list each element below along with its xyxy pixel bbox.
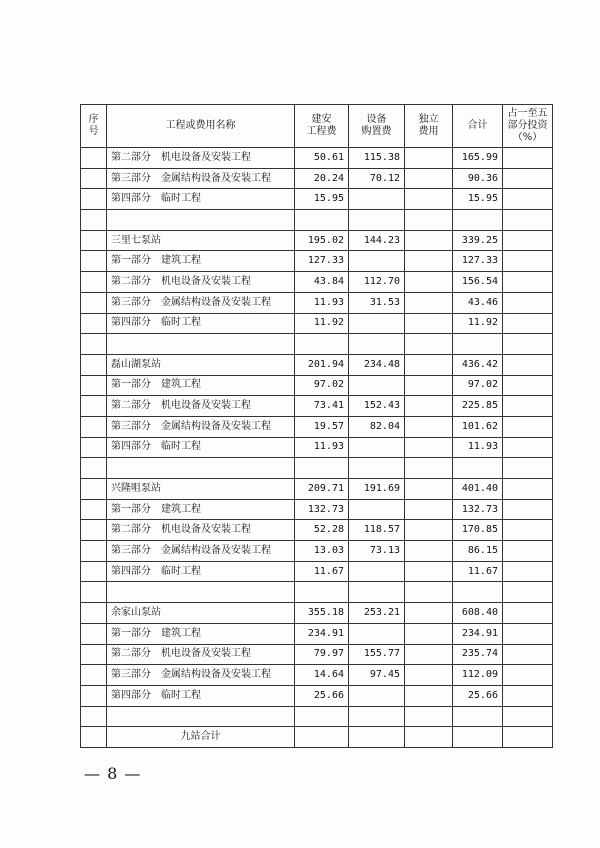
cell-equipment-cost xyxy=(349,189,405,210)
cell-seq xyxy=(81,685,107,706)
cell-independent-cost xyxy=(405,168,453,189)
summary-row xyxy=(81,727,553,748)
cell-item-name: 第一部分 建筑工程 xyxy=(107,251,295,272)
cell-seq xyxy=(81,210,107,231)
cell-seq xyxy=(81,251,107,272)
table-row xyxy=(81,230,553,251)
cell-build-cost: 19.57 xyxy=(295,416,349,437)
table-row xyxy=(81,313,553,334)
cell-equipment-cost: 97.45 xyxy=(349,665,405,686)
cell-build-cost: 195.02 xyxy=(295,230,349,251)
cell-equipment-cost xyxy=(349,334,405,355)
cell-seq xyxy=(81,334,107,355)
cell-share-percent xyxy=(503,272,553,293)
cell-independent-cost xyxy=(405,148,453,169)
cell-equipment-cost: 115.38 xyxy=(349,148,405,169)
cell-total xyxy=(453,582,503,603)
cell-seq xyxy=(81,561,107,582)
cell-item-name: 第三部分 金属结构设备及安装工程 xyxy=(107,665,295,686)
cell-equipment-cost xyxy=(349,561,405,582)
cell-item-name xyxy=(107,334,295,355)
table-row xyxy=(81,520,553,541)
cell-share-percent xyxy=(503,313,553,334)
cell-equipment-cost: 144.23 xyxy=(349,230,405,251)
table-body xyxy=(81,148,553,727)
cell-build-cost: 52.28 xyxy=(295,520,349,541)
cell-build-cost: 11.67 xyxy=(295,561,349,582)
cell-seq xyxy=(81,230,107,251)
cell-item-name: 三里七泵站 xyxy=(107,230,295,251)
cell-seq xyxy=(81,272,107,293)
cell-equipment-cost: 253.21 xyxy=(349,603,405,624)
cell-share-percent xyxy=(503,685,553,706)
cell-share-percent xyxy=(503,375,553,396)
header-share-line: （%） xyxy=(512,132,543,143)
summary-label: 九站合计 xyxy=(107,727,295,748)
table-row xyxy=(81,375,553,396)
cell-build-cost: 14.64 xyxy=(295,665,349,686)
cell-build-cost: 20.24 xyxy=(295,168,349,189)
cell-item-name: 第二部分 机电设备及安装工程 xyxy=(107,644,295,665)
cell-equipment-cost: 82.04 xyxy=(349,416,405,437)
cell-equipment-cost: 70.12 xyxy=(349,168,405,189)
cell-build-cost: 97.02 xyxy=(295,375,349,396)
cell-independent-cost xyxy=(405,230,453,251)
table-row xyxy=(81,251,553,272)
cell-independent-cost xyxy=(405,706,453,727)
cell-independent-cost xyxy=(405,354,453,375)
cell-item-name: 兴隆咀泵站 xyxy=(107,479,295,500)
cell-seq xyxy=(81,148,107,169)
cell-seq xyxy=(81,375,107,396)
cell-seq xyxy=(81,665,107,686)
cell-item-name xyxy=(107,706,295,727)
cell-total: 101.62 xyxy=(453,416,503,437)
header-total: 合计 xyxy=(453,105,503,148)
cell-independent-cost xyxy=(405,458,453,479)
cell-build-cost: 13.03 xyxy=(295,541,349,562)
cell-independent-cost xyxy=(405,582,453,603)
cell-independent-cost xyxy=(405,520,453,541)
cell-build-cost: 355.18 xyxy=(295,603,349,624)
cell-item-name: 第四部分 临时工程 xyxy=(107,437,295,458)
cell-item-name: 第一部分 建筑工程 xyxy=(107,375,295,396)
cell-build-cost: 132.73 xyxy=(295,499,349,520)
summary-share xyxy=(503,727,553,748)
cell-equipment-cost xyxy=(349,210,405,231)
cell-total: 235.74 xyxy=(453,644,503,665)
table-row xyxy=(81,603,553,624)
summary-build xyxy=(295,727,349,748)
header-indep xyxy=(405,105,453,148)
header-name: 工程或费用名称 xyxy=(107,105,295,148)
header-equip-line: 购置费 xyxy=(361,126,392,137)
header-seq xyxy=(81,105,107,148)
cell-seq xyxy=(81,313,107,334)
table-row xyxy=(81,582,553,603)
cell-share-percent xyxy=(503,334,553,355)
cell-independent-cost xyxy=(405,334,453,355)
table-row xyxy=(81,437,553,458)
cell-build-cost: 209.71 xyxy=(295,479,349,500)
cell-build-cost: 50.61 xyxy=(295,148,349,169)
header-build-line: 建安 xyxy=(311,114,332,125)
cell-build-cost: 25.66 xyxy=(295,685,349,706)
cell-seq xyxy=(81,292,107,313)
cell-build-cost xyxy=(295,582,349,603)
cell-build-cost: 79.97 xyxy=(295,644,349,665)
cell-item-name: 第四部分 临时工程 xyxy=(107,685,295,706)
cell-build-cost xyxy=(295,334,349,355)
cell-equipment-cost: 234.48 xyxy=(349,354,405,375)
cell-share-percent xyxy=(503,292,553,313)
table-row xyxy=(81,665,553,686)
cell-independent-cost xyxy=(405,561,453,582)
cell-item-name: 第三部分 金属结构设备及安装工程 xyxy=(107,541,295,562)
cell-total: 90.36 xyxy=(453,168,503,189)
cell-total: 11.92 xyxy=(453,313,503,334)
cell-share-percent xyxy=(503,416,553,437)
cell-share-percent xyxy=(503,396,553,417)
header-share-line: 部分投资 xyxy=(507,120,548,131)
table-row xyxy=(81,334,553,355)
cell-share-percent xyxy=(503,168,553,189)
cell-item-name: 第三部分 金属结构设备及安装工程 xyxy=(107,168,295,189)
cell-total: 156.54 xyxy=(453,272,503,293)
cell-independent-cost xyxy=(405,499,453,520)
cell-share-percent xyxy=(503,479,553,500)
cell-item-name: 余家山泵站 xyxy=(107,603,295,624)
table-row xyxy=(81,458,553,479)
cell-equipment-cost xyxy=(349,251,405,272)
cell-share-percent xyxy=(503,437,553,458)
cell-seq xyxy=(81,499,107,520)
cell-build-cost xyxy=(295,210,349,231)
cell-share-percent xyxy=(503,561,553,582)
cell-total xyxy=(453,334,503,355)
table-row xyxy=(81,189,553,210)
table-row xyxy=(81,499,553,520)
cell-equipment-cost xyxy=(349,313,405,334)
cell-seq xyxy=(81,520,107,541)
cell-seq xyxy=(81,189,107,210)
cell-item-name: 第三部分 金属结构设备及安装工程 xyxy=(107,416,295,437)
header-indep-line: 费用 xyxy=(418,126,439,137)
cell-independent-cost xyxy=(405,541,453,562)
cell-independent-cost xyxy=(405,396,453,417)
cell-item-name: 第四部分 临时工程 xyxy=(107,313,295,334)
table-row xyxy=(81,561,553,582)
cell-equipment-cost xyxy=(349,375,405,396)
cell-equipment-cost: 112.70 xyxy=(349,272,405,293)
cell-total: 401.40 xyxy=(453,479,503,500)
cell-independent-cost xyxy=(405,479,453,500)
cell-share-percent xyxy=(503,665,553,686)
cell-seq xyxy=(81,623,107,644)
cell-independent-cost xyxy=(405,189,453,210)
cell-item-name xyxy=(107,458,295,479)
cell-share-percent xyxy=(503,251,553,272)
cell-item-name: 第一部分 建筑工程 xyxy=(107,499,295,520)
cell-share-percent xyxy=(503,230,553,251)
table-row xyxy=(81,210,553,231)
cell-total: 112.09 xyxy=(453,665,503,686)
cell-equipment-cost: 152.43 xyxy=(349,396,405,417)
cell-item-name: 第二部分 机电设备及安装工程 xyxy=(107,148,295,169)
table-row xyxy=(81,685,553,706)
cell-independent-cost xyxy=(405,623,453,644)
cell-total: 339.25 xyxy=(453,230,503,251)
cell-equipment-cost: 31.53 xyxy=(349,292,405,313)
cell-total xyxy=(453,706,503,727)
cell-item-name: 第四部分 临时工程 xyxy=(107,189,295,210)
cell-equipment-cost xyxy=(349,437,405,458)
cell-equipment-cost xyxy=(349,623,405,644)
header-share xyxy=(503,105,553,148)
cell-equipment-cost xyxy=(349,685,405,706)
cell-item-name: 第一部分 建筑工程 xyxy=(107,623,295,644)
cell-item-name: 第二部分 机电设备及安装工程 xyxy=(107,396,295,417)
table-row xyxy=(81,292,553,313)
cell-item-name: 第三部分 金属结构设备及安装工程 xyxy=(107,292,295,313)
cell-independent-cost xyxy=(405,603,453,624)
cell-total: 165.99 xyxy=(453,148,503,169)
table-row xyxy=(81,479,553,500)
header-equip-line: 设备 xyxy=(366,114,387,125)
table-row xyxy=(81,272,553,293)
header-share-line: 占一至五 xyxy=(507,108,548,119)
cell-equipment-cost: 155.77 xyxy=(349,644,405,665)
cell-build-cost xyxy=(295,706,349,727)
cell-share-percent xyxy=(503,354,553,375)
table-row xyxy=(81,396,553,417)
cell-build-cost: 73.41 xyxy=(295,396,349,417)
cell-build-cost: 43.84 xyxy=(295,272,349,293)
cell-independent-cost xyxy=(405,210,453,231)
table-row xyxy=(81,644,553,665)
cell-independent-cost xyxy=(405,251,453,272)
cell-build-cost: 201.94 xyxy=(295,354,349,375)
cell-independent-cost xyxy=(405,416,453,437)
cell-total: 86.15 xyxy=(453,541,503,562)
summary-total xyxy=(453,727,503,748)
summary-indep xyxy=(405,727,453,748)
summary-equip xyxy=(349,727,405,748)
cell-build-cost: 11.92 xyxy=(295,313,349,334)
cell-share-percent xyxy=(503,541,553,562)
cell-independent-cost xyxy=(405,644,453,665)
table-row xyxy=(81,168,553,189)
cell-share-percent xyxy=(503,582,553,603)
cell-total xyxy=(453,210,503,231)
cell-total xyxy=(453,458,503,479)
cell-seq xyxy=(81,354,107,375)
cell-seq xyxy=(81,458,107,479)
cell-seq xyxy=(81,396,107,417)
cell-independent-cost xyxy=(405,375,453,396)
cell-total: 132.73 xyxy=(453,499,503,520)
table-row xyxy=(81,706,553,727)
table-row xyxy=(81,541,553,562)
cell-item-name: 第二部分 机电设备及安装工程 xyxy=(107,520,295,541)
cell-independent-cost xyxy=(405,313,453,334)
summary-seq xyxy=(81,727,107,748)
cell-total: 15.95 xyxy=(453,189,503,210)
cell-build-cost: 11.93 xyxy=(295,292,349,313)
cell-total: 234.91 xyxy=(453,623,503,644)
cell-independent-cost xyxy=(405,437,453,458)
cell-share-percent xyxy=(503,706,553,727)
cell-item-name xyxy=(107,582,295,603)
cell-build-cost: 11.93 xyxy=(295,437,349,458)
table-row xyxy=(81,148,553,169)
cell-seq xyxy=(81,644,107,665)
page-number: — 8 — xyxy=(84,764,142,783)
cell-independent-cost xyxy=(405,685,453,706)
cell-independent-cost xyxy=(405,292,453,313)
cell-share-percent xyxy=(503,623,553,644)
cell-seq xyxy=(81,437,107,458)
header-build-line: 工程费 xyxy=(306,126,337,137)
header-seq-line: 号 xyxy=(88,126,99,137)
cell-total: 11.93 xyxy=(453,437,503,458)
cell-build-cost: 15.95 xyxy=(295,189,349,210)
cell-share-percent xyxy=(503,520,553,541)
header-build xyxy=(295,105,349,148)
cell-item-name: 第四部分 临时工程 xyxy=(107,561,295,582)
header-indep-line: 独立 xyxy=(418,114,439,125)
cell-share-percent xyxy=(503,499,553,520)
cell-total: 127.33 xyxy=(453,251,503,272)
cell-equipment-cost xyxy=(349,582,405,603)
cell-build-cost: 127.33 xyxy=(295,251,349,272)
cell-total: 97.02 xyxy=(453,375,503,396)
cell-independent-cost xyxy=(405,272,453,293)
cell-share-percent xyxy=(503,148,553,169)
cell-share-percent xyxy=(503,189,553,210)
table-row xyxy=(81,354,553,375)
header-equip xyxy=(349,105,405,148)
cell-equipment-cost: 73.13 xyxy=(349,541,405,562)
cell-build-cost xyxy=(295,458,349,479)
cell-equipment-cost xyxy=(349,499,405,520)
cell-equipment-cost: 118.57 xyxy=(349,520,405,541)
cell-share-percent xyxy=(503,458,553,479)
cell-share-percent xyxy=(503,644,553,665)
cell-item-name xyxy=(107,210,295,231)
cell-total: 11.67 xyxy=(453,561,503,582)
cell-equipment-cost: 191.69 xyxy=(349,479,405,500)
cell-total: 608.40 xyxy=(453,603,503,624)
table-header-row xyxy=(81,105,553,148)
cell-total: 225.85 xyxy=(453,396,503,417)
cell-total: 436.42 xyxy=(453,354,503,375)
cell-total: 170.85 xyxy=(453,520,503,541)
cell-share-percent xyxy=(503,210,553,231)
cell-share-percent xyxy=(503,603,553,624)
cell-item-name: 第二部分 机电设备及安装工程 xyxy=(107,272,295,293)
cell-seq xyxy=(81,706,107,727)
cell-seq xyxy=(81,582,107,603)
table-row xyxy=(81,416,553,437)
cell-build-cost: 234.91 xyxy=(295,623,349,644)
cell-independent-cost xyxy=(405,665,453,686)
cell-item-name: 磊山湖泵站 xyxy=(107,354,295,375)
table-row xyxy=(81,623,553,644)
cell-total: 43.46 xyxy=(453,292,503,313)
header-seq-line: 序 xyxy=(88,114,99,125)
cell-equipment-cost xyxy=(349,458,405,479)
cell-seq xyxy=(81,168,107,189)
cell-seq xyxy=(81,416,107,437)
cell-seq xyxy=(81,479,107,500)
cell-total: 25.66 xyxy=(453,685,503,706)
cell-equipment-cost xyxy=(349,706,405,727)
cost-estimate-table xyxy=(80,104,553,748)
cell-seq xyxy=(81,541,107,562)
cell-seq xyxy=(81,603,107,624)
